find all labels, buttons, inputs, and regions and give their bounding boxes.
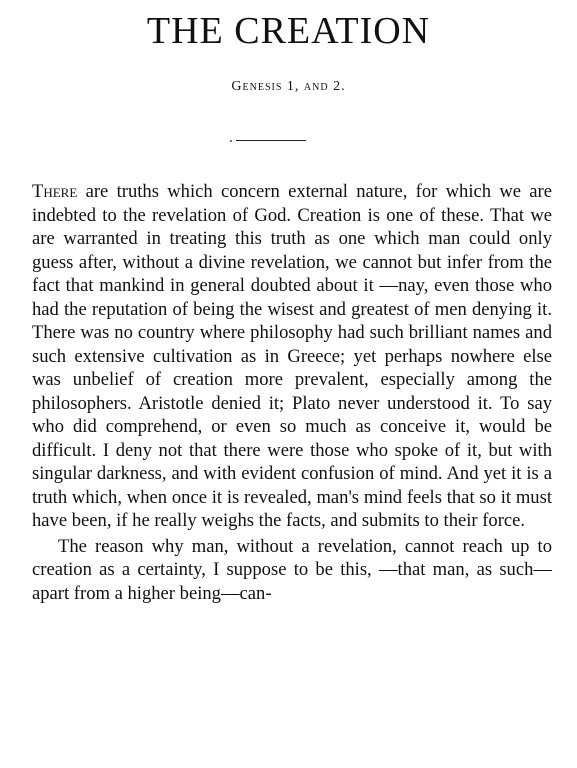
divider-dot [230,140,232,142]
body-text [32,180,552,605]
page-subtitle: Genesis 1, and 2. [231,79,346,94]
paragraph-1 [32,180,552,533]
paragraph-1-text: are truths which concern external nature, for which we are indebted to the revelation of God. Creation is one of these. That we are warranted in treating this truth as one which man could only guess after, without a divine revelation, we cannot but infer from the fact that mankind in general doubted about it —nay, even those who had the reputation of being the wisest and greatest of men denying it. There was no country where philosophy had such brilliant names and such extensive cultivation as in Greece; yet perhaps nowhere else was unbelief of creation more prevalent, especially among the philosophers. Aristotle denied it; Plato never understood it. To say who did comprehend, or even so much as conceive it, would be difficult. I deny not that there were those who spoke of it, but with singular darkness, and with evident confusion of mind. And yet it is a truth which, when once it is revealed, man's mind feels that so it must have been, if he really weighs the facts, and submits to their force. [32,181,552,531]
paragraph-2 [32,535,552,606]
page-title: THE CREATION [146,10,431,52]
section-divider [236,140,306,141]
paragraph-2-text: The reason why man, without a revelation, cannot reach up to creation as a certainty, I suppose to be this, —that man, as such—apart from a higher being—can- [32,535,552,604]
paragraph-1-lead-word: There [32,181,78,202]
